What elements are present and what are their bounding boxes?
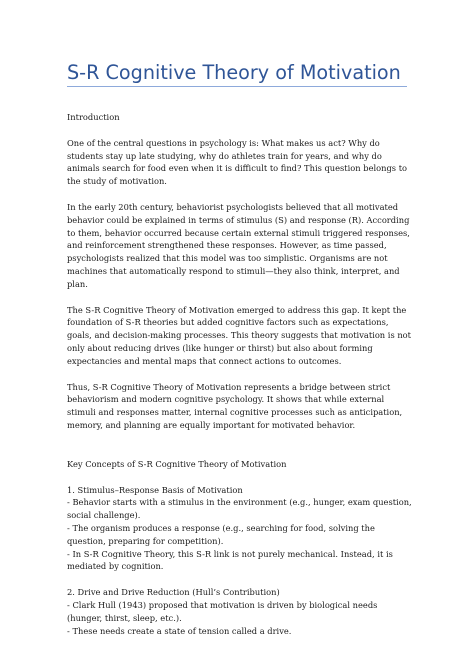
- list-item: - Clark Hull (1943) proposed that motivation is driven by biological needs (hunger, thirst, sleep, etc.).: [67, 599, 378, 623]
- paragraph: In the early 20th century, behaviorist psychologists believed that all motivated behavior could be explained in terms of stimulus (S) and response (R). According to them, behavior occurred because certain external stimuli triggered responses, and reinforcement strengthened these responses. However, as time passed, psychologists realized that this model was too simplistic. Organisms are not machines that automatically respond to stimuli—they also think, interpret, and plan.: [67, 201, 410, 289]
- section-heading: 1. Stimulus–Response Basis of Motivation: [67, 484, 243, 495]
- list-item: - Behavior starts with a stimulus in the environment (e.g., hunger, exam question, social challenge).: [67, 497, 412, 521]
- title-underline: [67, 86, 407, 87]
- list-item: - These needs create a state of tension called a drive.: [67, 625, 292, 636]
- list-item: - In S-R Cognitive Theory, this S-R link is not purely mechanical. Instead, it is mediated by cognition.: [67, 548, 393, 572]
- document-title: S-R Cognitive Theory of Motivation: [67, 61, 401, 84]
- paragraph: One of the central questions in psychology is: What makes us act? Why do students stay up late studying, why do athletes train for years, and why do animals search for food even when it is difficult to find? This question belongs to the study of motivation.: [67, 137, 408, 187]
- list-item: - The organism produces a response (e.g., searching for food, solving the question, preparing for competition).: [67, 522, 375, 546]
- blank-line: [67, 445, 412, 458]
- section-stimulus-response: [67, 484, 412, 574]
- section-heading: 2. Drive and Drive Reduction (Hull’s Contribution): [67, 587, 280, 598]
- paragraph: Thus, S-R Cognitive Theory of Motivation represents a bridge between strict behaviorism and modern cognitive psychology. It shows that while external stimuli and responses matter, internal cognitive processes such as anticipation, memory, and planning are equally important for motivated behavior.: [67, 381, 403, 430]
- intro-heading: Introduction: [67, 112, 120, 122]
- section-drive-reduction: [67, 586, 412, 637]
- document-body: [67, 111, 412, 650]
- paragraph: The S-R Cognitive Theory of Motivation emerged to address this gap. It kept the foundation of S-R theories but added cognitive factors such as expectations, goals, and decision-making processes. This theory suggests that motivation is not only about reducing drives (like hunger or thirst) but also about forming expectancies and mental maps that connect actions to outcomes.: [67, 304, 412, 366]
- key-concepts-heading: Key Concepts of S-R Cognitive Theory of Motivation: [67, 458, 287, 469]
